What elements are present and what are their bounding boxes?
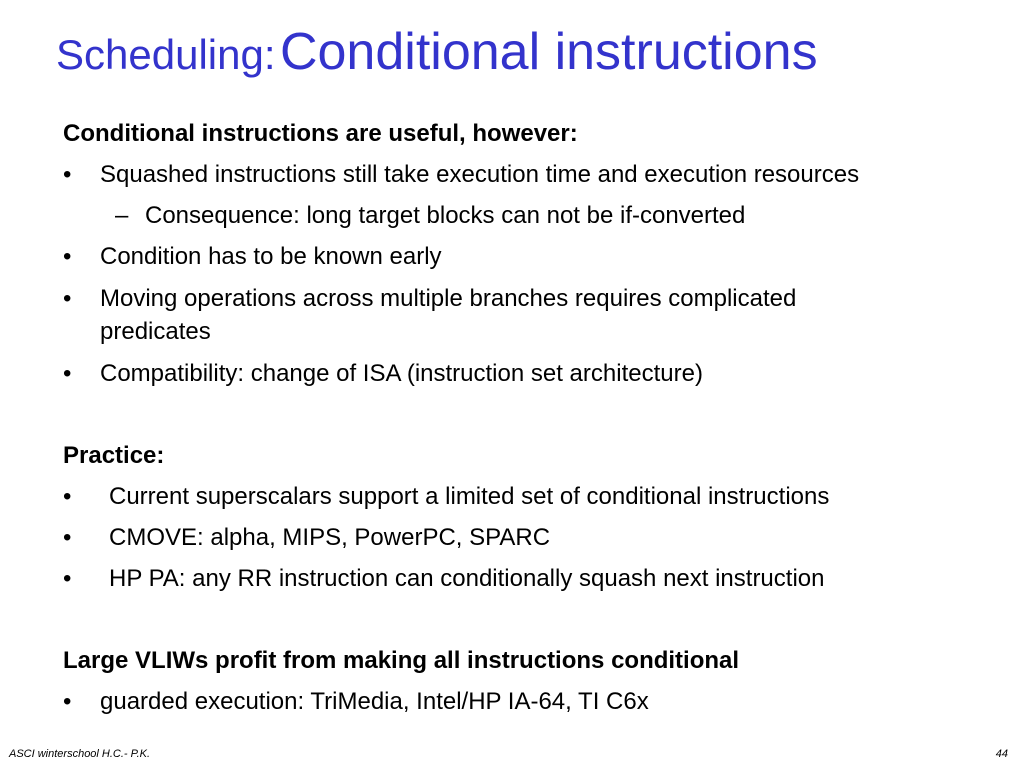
list-item-text: Moving operations across multiple branches requires complicated xyxy=(100,285,797,312)
list-item-text: Squashed instructions still take execution time and execution resources xyxy=(100,161,860,188)
slide-body xyxy=(63,0,1013,768)
list-item-text: HP PA: any RR instruction can conditionally squash next instruction xyxy=(109,565,825,592)
section-heading-vliw: Large VLIWs profit from making all instructions conditional xyxy=(63,647,740,674)
section-heading-practice: Practice: xyxy=(63,442,165,469)
list-item-text: Current superscalars support a limited set of conditional instructions xyxy=(109,483,830,510)
bullet-icon: • xyxy=(63,688,72,715)
bullet-icon: • xyxy=(63,524,72,551)
list-item-text: CMOVE: alpha, MIPS, PowerPC, SPARC xyxy=(109,524,551,551)
title-prefix: Scheduling: xyxy=(56,31,276,78)
bullet-icon: • xyxy=(63,565,72,592)
bullet-icon: • xyxy=(63,243,72,270)
list-item-text: guarded execution: TriMedia, Intel/HP IA-64, TI C6x xyxy=(100,688,649,715)
section-heading-useful: Conditional instructions are useful, however: xyxy=(63,120,578,147)
bullet-icon: • xyxy=(63,285,72,312)
bullet-icon: • xyxy=(63,161,72,188)
title-main: Conditional instructions xyxy=(279,23,818,81)
page-number: 44 xyxy=(995,748,1008,760)
list-item-text: Compatibility: change of ISA (instruction set architecture) xyxy=(100,360,703,387)
dash-icon: – xyxy=(115,202,129,229)
list-item-text: predicates xyxy=(100,318,211,345)
bullet-icon: • xyxy=(63,360,72,387)
bullet-icon: • xyxy=(63,483,72,510)
sub-list-item-text: Consequence: long target blocks can not be if-converted xyxy=(145,202,746,229)
footer-credit: ASCI winterschool H.C.- P.K. xyxy=(9,748,151,760)
list-item-text: Condition has to be known early xyxy=(100,243,442,270)
